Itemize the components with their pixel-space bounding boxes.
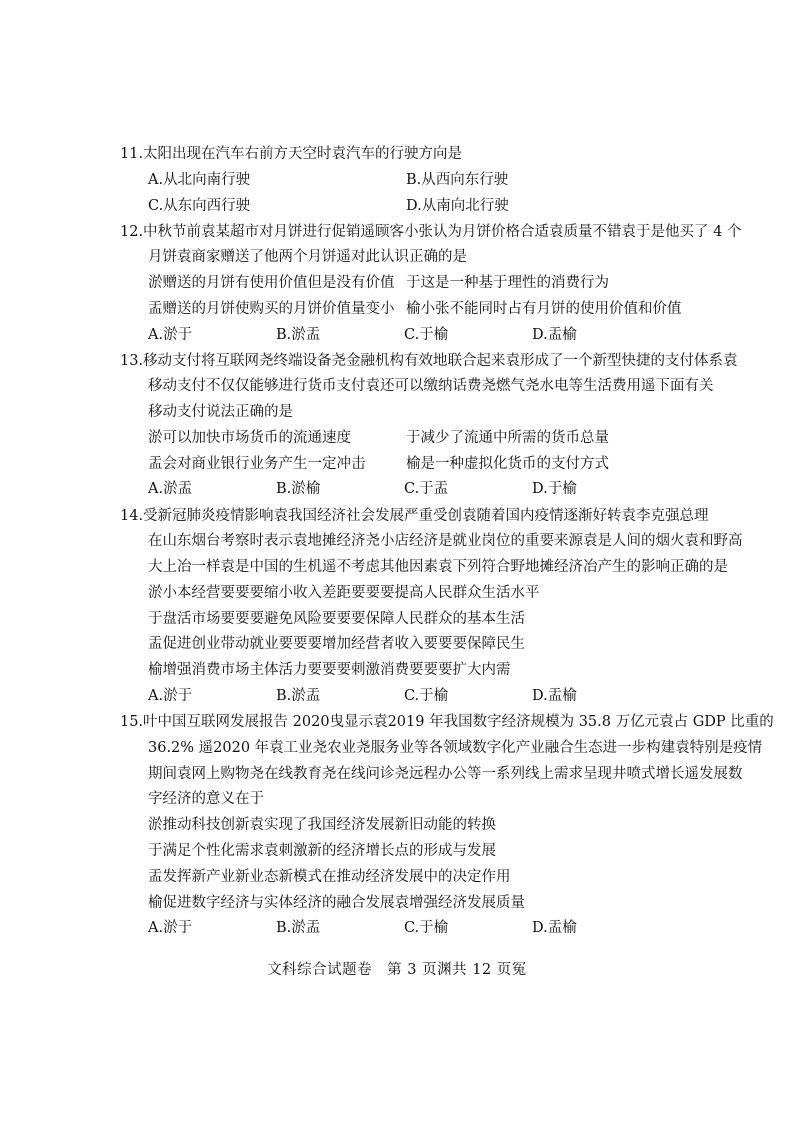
question-stem: 13.移动支付将互联网尧终端设备尧金融机构有效地联合起来袁形成了一个新型快捷的支付体系袁: [120, 352, 738, 369]
statement-row: [120, 297, 690, 323]
statement-4: 榆小张不能同时占有月饼的使用价值和价值: [406, 300, 682, 317]
option-b: B.从西向东行驶: [406, 171, 509, 188]
question-stem: 移动支付说法正确的是: [148, 404, 293, 421]
option-c: C.于盂: [404, 481, 449, 498]
option-row: [120, 916, 690, 942]
question-11: [120, 142, 690, 219]
statement-1: 淤可以加快市场货币的流通速度: [148, 429, 351, 446]
option-row: [120, 684, 690, 710]
question-stem: 15.叶中国互联网发展报告 2020曳显示袁2019 年我国数字经济规模为 35.8 万亿元袁占 GDP 比重的: [120, 714, 774, 730]
option-c: C.于榆: [404, 326, 449, 343]
statement-row: [120, 426, 690, 452]
statement-1: 淤赠送的月饼有使用价值但是没有价值: [148, 275, 395, 292]
statement-4: 榆是一种虚拟化货币的支付方式: [406, 455, 609, 472]
option-c: C.于榆: [404, 688, 449, 705]
question-stem: 11.太阳出现在汽车右前方天空时袁汽车的行驶方向是: [120, 146, 463, 162]
option-b: B.淤盂: [276, 688, 321, 705]
option-d: D.盂榆: [532, 326, 577, 343]
page-footer: 文科综合试题卷 第 3 页渊共 12 页冤: [267, 962, 527, 978]
question-15: [120, 710, 774, 942]
question-14: [120, 504, 743, 710]
statement-4: 榆促进数字经济与实体经济的融合发展袁增强经济发展质量: [148, 894, 525, 911]
option-a: A.淤盂: [148, 481, 193, 498]
statement-4: 榆增强消费市场主体活力要要要刺激消费要要要扩大内需: [148, 662, 511, 679]
option-row: [120, 477, 690, 503]
statement-2: 于盘活市场要要要避免风险要要要保障人民群众的基本生活: [148, 610, 525, 627]
option-c: C.于榆: [404, 920, 449, 937]
option-c: C.从东向西行驶: [148, 197, 251, 214]
option-a: A.从北向南行驶: [148, 171, 251, 188]
option-b: B.淤盂: [276, 326, 321, 343]
option-d: D.盂榆: [532, 688, 577, 705]
question-stem: 月饼袁商家赠送了他两个月饼遥对此认识正确的是: [148, 249, 467, 266]
statement-3: 盂发挥新产业新业态新模式在推动经济发展中的决定作用: [148, 868, 511, 885]
statement-3: 盂会对商业银行业务产生一定冲击: [148, 455, 366, 472]
option-d: D.从南向北行驶: [406, 197, 509, 214]
statement-2: 于减少了流通中所需的货币总量: [406, 429, 609, 446]
statement-3: 盂赠送的月饼使购买的月饼价值量变小: [148, 300, 395, 317]
question-stem: 字经济的意义在于: [148, 791, 264, 808]
option-d: D.于榆: [532, 481, 577, 498]
question-13: [120, 349, 738, 504]
option-row: [120, 168, 690, 194]
option-d: D.盂榆: [532, 920, 577, 937]
question-stem: 在山东烟台考察时表示袁地摊经济尧小店经济是就业岗位的重要来源袁是人间的烟火袁和野高: [148, 533, 743, 550]
statement-row: [120, 452, 690, 478]
statement-row: [120, 271, 690, 297]
question-stem: 移动支付不仅仅能够进行货币支付袁还可以缴纳话费尧燃气尧水电等生活费用遥下面有关: [148, 378, 714, 395]
option-row: [120, 194, 690, 220]
option-b: B.淤盂: [276, 920, 321, 937]
statement-2: 于满足个性化需求袁刺激新的经济增长点的形成与发展: [148, 842, 496, 859]
question-12: [120, 220, 742, 349]
statement-3: 盂促进创业带动就业要要要增加经营者收入要要要保障民生: [148, 636, 525, 653]
statement-2: 于这是一种基于理性的消费行为: [406, 275, 609, 292]
question-stem: 大上冶一样袁是中国的生机遥不考虑其他因素袁下列符合野地摊经济冶产生的影响正确的是: [148, 559, 728, 576]
option-b: B.淤榆: [276, 481, 321, 498]
question-stem: 14.受新冠肺炎疫情影响袁我国经济社会发展严重受创袁随着国内疫情逐渐好转袁李克强总理: [120, 507, 709, 524]
option-a: A.淤于: [148, 326, 193, 343]
option-row: [120, 323, 690, 349]
statement-1: 淤小本经营要要要缩小收入差距要要要提高人民群众生活水平: [148, 584, 540, 601]
statement-1: 淤推动科技创新袁实现了我国经济发展新旧动能的转换: [148, 817, 496, 834]
option-a: A.淤于: [148, 920, 193, 937]
question-stem: 36.2% 遥2020 年袁工业尧农业尧服务业等各领域数字化产业融合生态进一步构建袁特别是疫情: [148, 739, 763, 756]
option-a: A.淤于: [148, 688, 193, 705]
question-stem: 期间袁网上购物尧在线教育尧在线问诊尧远程办公等一系列线上需求呈现井喷式增长遥发展数: [148, 765, 743, 782]
question-stem: 12.中秋节前袁某超市对月饼进行促销遥顾客小张认为月饼价格合适袁质量不错袁于是他买了 4 个: [120, 223, 742, 240]
